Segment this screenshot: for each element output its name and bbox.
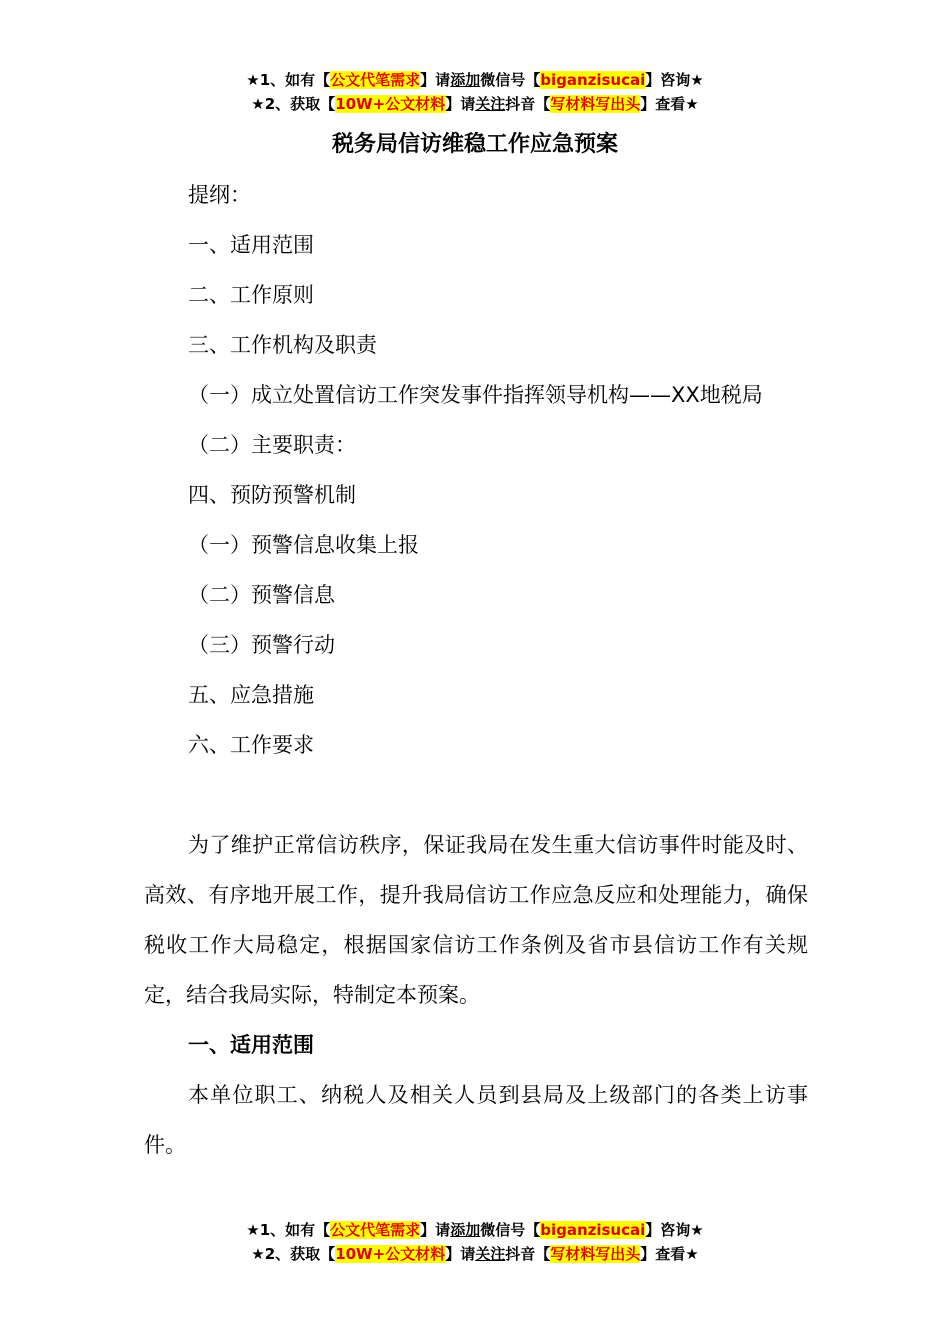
- promo-banner-top: [0, 68, 950, 116]
- promo-underline: 添加: [450, 1221, 481, 1239]
- outline-item: 三、工作机构及职责: [188, 333, 377, 357]
- promo-highlight: 10W+公文材料: [335, 1245, 446, 1263]
- promo-line-1: [0, 1218, 950, 1242]
- promo-highlight: biganzisucai: [540, 71, 646, 89]
- outline-item: （二）主要职责：: [188, 433, 356, 457]
- promo-text: ★2、获取【: [251, 95, 336, 113]
- promo-text: 】请: [445, 1245, 476, 1263]
- outline-item: （三）预警行动: [188, 633, 335, 657]
- promo-line-1: [0, 68, 950, 92]
- promo-text: 】查看★: [640, 95, 699, 113]
- document-title: 税务局信访维稳工作应急预案: [331, 132, 618, 157]
- promo-underline: 添加: [450, 71, 481, 89]
- promo-banner-bottom: [0, 1218, 950, 1266]
- spacer: [144, 770, 808, 820]
- promo-text: 】咨询★: [645, 1221, 704, 1239]
- outline-item: 五、应急措施: [188, 683, 314, 707]
- promo-text: 】请: [445, 95, 476, 113]
- promo-text: 】请: [420, 71, 451, 89]
- outline-heading: 提纲：: [188, 183, 251, 207]
- section-paragraph: 本单位职工、纳税人及相关人员到县局及上级部门的各类上访事件。: [144, 1083, 808, 1157]
- outline-item: 四、预防预警机制: [188, 483, 356, 507]
- promo-text: 】查看★: [640, 1245, 699, 1263]
- promo-highlight: 写材料写出头: [550, 95, 641, 113]
- document-body: [144, 170, 808, 1170]
- outline-item: （一）成立处置信访工作突发事件指挥领导机构——XX地税局: [188, 383, 763, 407]
- outline-item: （二）预警信息: [188, 583, 335, 607]
- promo-highlight: biganzisucai: [540, 1221, 646, 1239]
- promo-highlight: 10W+公文材料: [335, 95, 446, 113]
- intro-paragraph: 为了维护正常信访秩序，保证我局在发生重大信访事件时能及时、高效、有序地开展工作，提升我局信访工作应急反应和处理能力，确保税收工作大局稳定，根据国家信访工作条例及省市县信访工作有关规定，结合我局实际，特制定本预案。: [144, 833, 808, 1007]
- promo-highlight: 公文代笔需求: [330, 1221, 421, 1239]
- promo-text: ★2、获取【: [251, 1245, 336, 1263]
- outline-item: 二、工作原则: [188, 283, 314, 307]
- promo-text: ★1、如有【: [246, 71, 331, 89]
- promo-text: 】请: [420, 1221, 451, 1239]
- promo-text: 抖音【: [505, 95, 551, 113]
- outline-item: 一、适用范围: [188, 233, 314, 257]
- promo-text: 】咨询★: [645, 71, 704, 89]
- promo-underline: 关注: [475, 1245, 506, 1263]
- outline-item: （一）预警信息收集上报: [188, 533, 419, 557]
- promo-line-2: [0, 92, 950, 116]
- promo-underline: 关注: [475, 95, 506, 113]
- outline-item: 六、工作要求: [188, 733, 314, 757]
- promo-text: ★1、如有【: [246, 1221, 331, 1239]
- promo-text: 微信号【: [480, 71, 541, 89]
- promo-line-2: [0, 1242, 950, 1266]
- promo-text: 抖音【: [505, 1245, 551, 1263]
- promo-highlight: 公文代笔需求: [330, 71, 421, 89]
- promo-highlight: 写材料写出头: [550, 1245, 641, 1263]
- promo-text: 微信号【: [480, 1221, 541, 1239]
- section-heading: 一、适用范围: [188, 1033, 314, 1057]
